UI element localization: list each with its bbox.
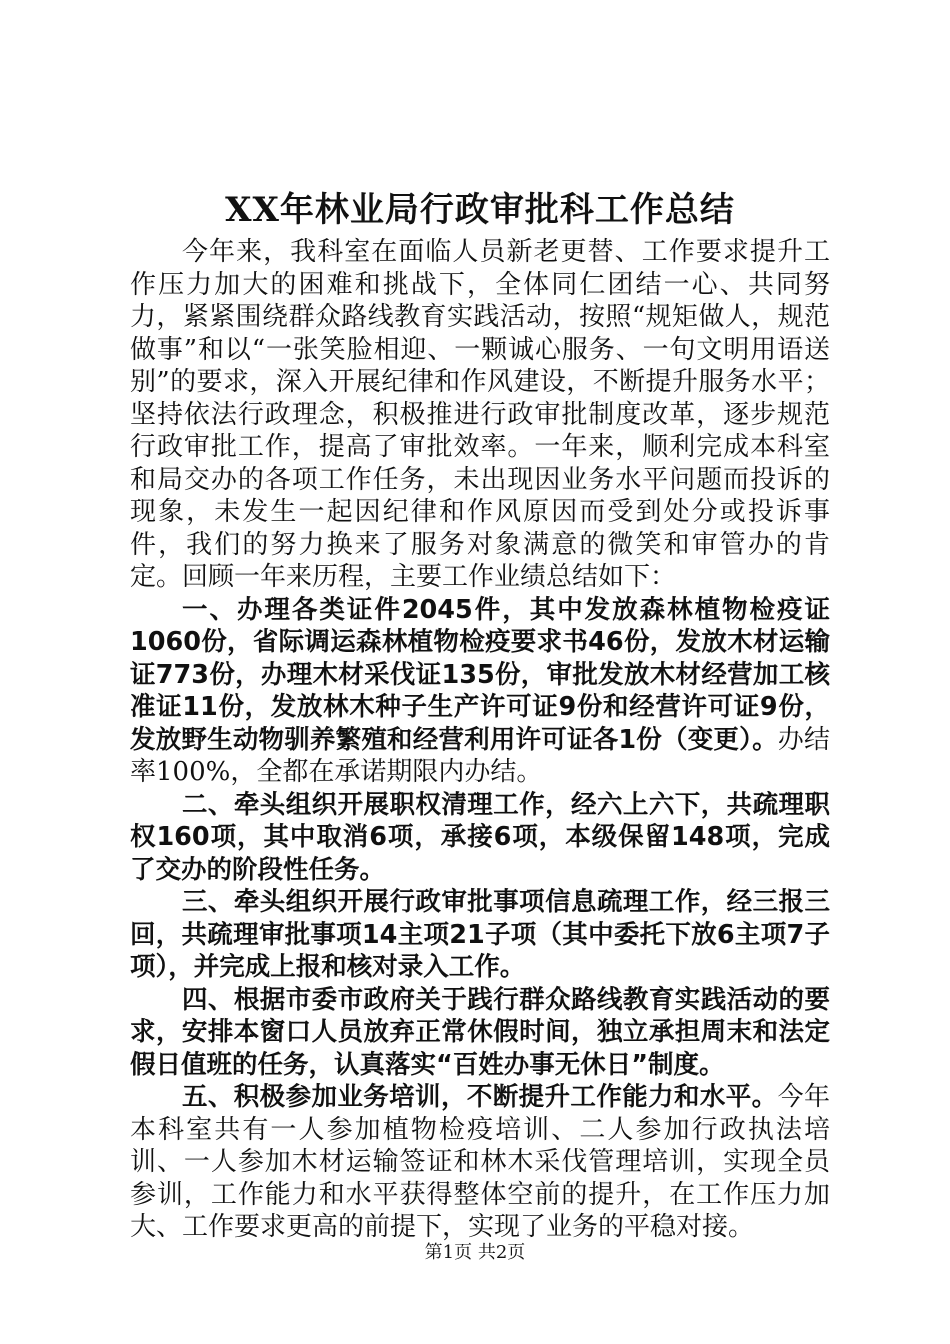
paragraph-item-4-bold: 四、根据市委市政府关于践行群众路线教育实践活动的要求，安排本窗口人员放弃正常休假时间，独立承担周末和法定假日值班的任务，认真落实“百姓办事无休日”制度。: [130, 984, 830, 1080]
document-title: XX年林业局行政审批科工作总结: [225, 190, 735, 230]
paragraph-item-1: [130, 594, 830, 789]
document-body: [130, 236, 830, 1244]
paragraph-item-2-bold: 二、牵头组织开展职权清理工作，经六上六下，共疏理职权160项，其中取消6项，承接6项，本级保留148项，完成了交办的阶段性任务。: [130, 789, 830, 885]
paragraph-intro: [130, 236, 830, 594]
paragraph-item-5: [130, 1081, 830, 1244]
page-number-footer: 第1页 共2页: [424, 1242, 526, 1263]
paragraph-item-1-bold: 一、办理各类证件2045件，其中发放森林植物检疫证1060份，省际调运森林植物检疫要求书46份，发放木材运输证773份，办理木材采伐证135份，审批发放木材经营加工核准证11份，发放林木种子生产许可证9份和经营许可证9份，发放野生动物驯养繁殖和经营利用许可证各1份（变更）。: [130, 594, 830, 755]
paragraph-item-1-text: 办结率100%，全都在承诺期限内办结。: [130, 724, 830, 787]
paragraph-item-2: [130, 789, 830, 887]
paragraph-item-3-bold: 三、牵头组织开展行政审批事项信息疏理工作，经三报三回，共疏理审批事项14主项21子项（其中委托下放6主项7子项），并完成上报和核对录入工作。: [130, 887, 830, 982]
paragraph-item-5-bold: 五、积极参加业务培训，不断提升工作能力和水平。: [182, 1082, 778, 1112]
paragraph-item-3: [130, 886, 830, 984]
paragraph-item-5-text: 今年本科室共有一人参加植物检疫培训、二人参加行政执法培训、一人参加木材运输签证和林木采伐管理培训，实现全员参训，工作能力和水平获得整体空前的提升，在工作压力加大、工作要求更高的前提下，实现了业务的平稳对接。: [130, 1082, 830, 1242]
paragraph-intro-text: 今年来，我科室在面临人员新老更替、工作要求提升工作压力加大的困难和挑战下，全体同仁团结一心、共同努力，紧紧围绕群众路线教育实践活动，按照“规矩做人，规范做事”和以“一张笑脸相迎、一颗诚心服务、一句文明用语送别”的要求，深入开展纪律和作风建设，不断提升服务水平；坚持依法行政理念，积极推进行政审批制度改革，逐步规范行政审批工作，提高了审批效率。一年来，顺利完成本科室和局交办的各项工作任务，未出现因业务水平问题而投诉的现象，未发生一起因纪律和作风原因而受到处分或投诉事件，我们的努力换来了服务对象满意的微笑和审管办的肯定。回顾一年来历程，主要工作业绩总结如下：: [130, 237, 830, 592]
paragraph-item-4: [130, 984, 830, 1082]
